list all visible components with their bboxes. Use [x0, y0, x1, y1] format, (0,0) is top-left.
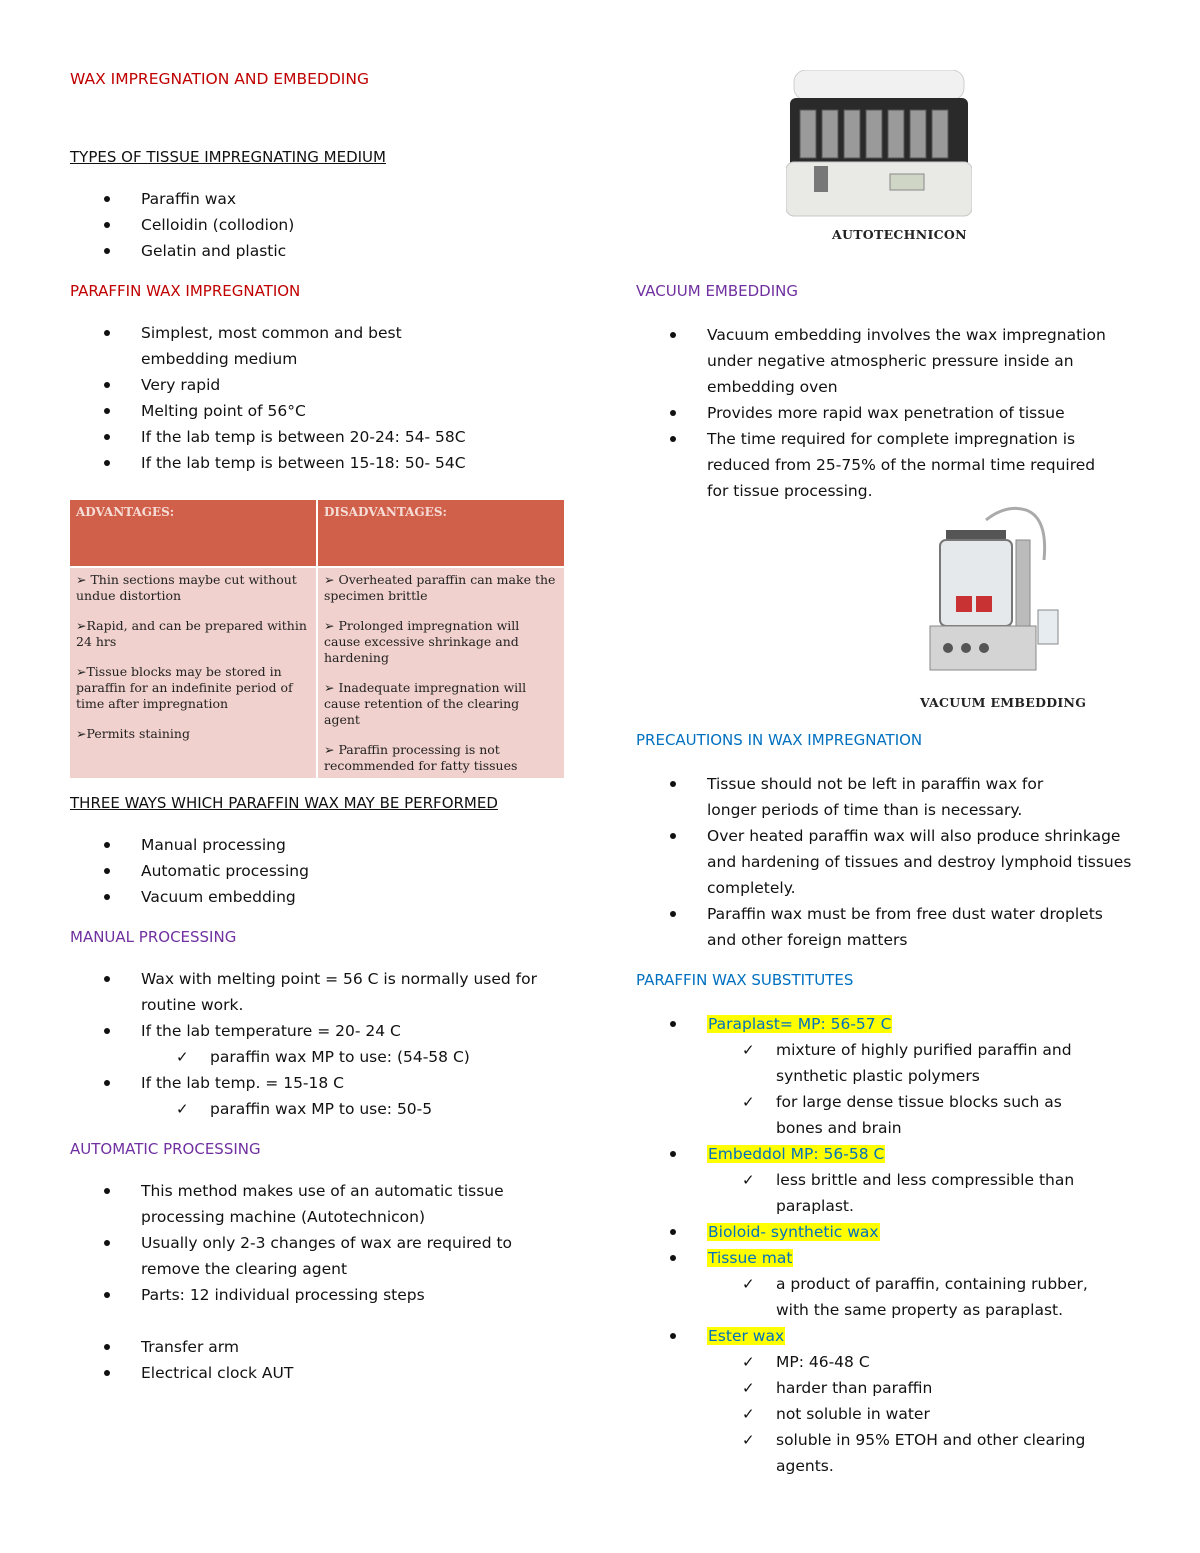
check-item: ✓ not soluble in water: [636, 1401, 1106, 1427]
disadvantages-header: DISADVANTAGES:: [317, 500, 564, 567]
list-item: Usually only 2-3 changes of wax are required to remove the clearing agent: [70, 1230, 540, 1282]
list-item: Tissue should not be left in paraffin wax for longer periods of time than is necessary.: [636, 771, 1136, 823]
disadvantages-cell: [317, 567, 564, 778]
list-item: Paraffin wax must be from free dust water droplets and other foreign matters: [636, 901, 1136, 953]
precautions-list: [636, 771, 1136, 953]
left-column-lower: [70, 790, 570, 1386]
manual-heading: MANUAL PROCESSING: [70, 928, 237, 946]
list-item: [636, 1141, 1146, 1167]
disadvantage-item: ➢ Paraffin processing is not recommended for fatty tissues: [324, 742, 518, 773]
substitutes-heading: PARAFFIN WAX SUBSTITUTES: [636, 971, 854, 989]
list-item: If the lab temp is between 15-18: 50- 54C: [70, 450, 520, 476]
bioloid-label: Bioloid- synthetic wax: [708, 1223, 879, 1241]
paraplast-sublist: [636, 1037, 1106, 1141]
list-item: Parts: 12 individual processing steps: [70, 1282, 540, 1308]
manual-list: [70, 966, 555, 1044]
disadvantage-item: ➢ Inadequate impregnation will cause retention of the clearing agent: [324, 680, 527, 727]
list-item: Simplest, most common and best embedding medium: [70, 320, 520, 372]
manual-sublist: [70, 1044, 570, 1070]
substitutes-list: [636, 1011, 1146, 1037]
right-column: [636, 278, 1146, 504]
types-list: [70, 186, 570, 264]
list-item: This method makes use of an automatic tissue processing machine (Autotechnicon): [70, 1178, 540, 1230]
check-item: ✓ paraffin wax MP to use: 50-5: [70, 1096, 570, 1122]
advantage-item: ➢Rapid, and can be prepared within 24 hrs: [76, 618, 307, 649]
list-item: Provides more rapid wax penetration of tissue: [636, 400, 1126, 426]
check-item: ✓ soluble in 95% ETOH and other clearing agents.: [636, 1427, 1106, 1479]
right-column-lower: [636, 727, 1146, 1479]
automatic-list-2: [70, 1334, 570, 1386]
tissuemat-label: Tissue mat: [708, 1249, 793, 1267]
ester-label: Ester wax: [708, 1327, 785, 1345]
list-item: Wax with melting point = 56 C is normally used for routine work.: [70, 966, 555, 1018]
vacuum-heading: VACUUM EMBEDDING: [636, 282, 798, 300]
list-item: [636, 1011, 1146, 1037]
manual-list-2: [70, 1070, 570, 1096]
advantages-cell: [70, 567, 317, 778]
vacuum-list: [636, 322, 1126, 504]
vacuum-embedding-caption: VACUUM EMBEDDING: [920, 695, 1087, 710]
substitutes-list-3: [636, 1219, 1146, 1271]
advantage-item: ➢Permits staining: [76, 726, 190, 741]
advantage-item: ➢ Thin sections maybe cut without undue distortion: [76, 572, 297, 603]
disadvantage-item: ➢ Overheated paraffin can make the specimen brittle: [324, 572, 556, 603]
substitutes-list-2: [636, 1141, 1146, 1167]
list-item: Over heated paraffin wax will also produce shrinkage and hardening of tissues and destroy lymphoid tissues completely.: [636, 823, 1136, 901]
list-item: Transfer arm: [70, 1334, 570, 1360]
list-item: Very rapid: [70, 372, 520, 398]
autotechnicon-caption: AUTOTECHNICON: [832, 227, 967, 242]
paraffin-list: [70, 320, 520, 476]
list-item: If the lab temp. = 15-18 C: [70, 1070, 570, 1096]
three-ways-heading: THREE WAYS WHICH PARAFFIN WAX MAY BE PERFORMED: [70, 794, 498, 812]
list-item: Paraffin wax: [70, 186, 570, 212]
ester-sublist: [636, 1349, 1106, 1479]
paraplast-label: Paraplast= MP: 56-57 C: [708, 1015, 892, 1033]
check-item: ✓ less brittle and less compressible than paraplast.: [636, 1167, 1086, 1219]
vacuum-embedding-image: [926, 500, 1066, 680]
list-item: [636, 1323, 1146, 1349]
automatic-list: [70, 1178, 540, 1308]
embeddol-sublist: [636, 1167, 1086, 1219]
list-item: Automatic processing: [70, 858, 570, 884]
check-item: ✓ harder than paraffin: [636, 1375, 1106, 1401]
tissuemat-sublist: [636, 1271, 1106, 1323]
substitutes-list-4: [636, 1323, 1146, 1349]
check-item: ✓ a product of paraffin, containing rubber, with the same property as paraplast.: [636, 1271, 1106, 1323]
check-item: ✓ for large dense tissue blocks such as bones and brain: [636, 1089, 1106, 1141]
manual-sublist-2: [70, 1096, 570, 1122]
page-title: WAX IMPREGNATION AND EMBEDDING: [70, 70, 369, 88]
check-item: ✓ mixture of highly purified paraffin and synthetic plastic polymers: [636, 1037, 1106, 1089]
list-item: Vacuum embedding involves the wax impregnation under negative atmospheric pressure inside an embedding oven: [636, 322, 1126, 400]
embeddol-label: Embeddol MP: 56-58 C: [708, 1145, 885, 1163]
automatic-heading: AUTOMATIC PROCESSING: [70, 1140, 261, 1158]
left-column: [70, 66, 570, 476]
three-ways-list: [70, 832, 570, 910]
list-item: Vacuum embedding: [70, 884, 570, 910]
disadvantage-item: ➢ Prolonged impregnation will cause excessive shrinkage and hardening: [324, 618, 520, 665]
list-item: Celloidin (collodion): [70, 212, 570, 238]
list-item: Melting point of 56°C: [70, 398, 520, 424]
check-item: ✓ paraffin wax MP to use: (54-58 C): [70, 1044, 570, 1070]
list-item: Electrical clock AUT: [70, 1360, 570, 1386]
list-item: The time required for complete impregnation is reduced from 25-75% of the normal time required for tissue processing.: [636, 426, 1126, 504]
advantages-table: [70, 500, 564, 778]
list-item: [636, 1219, 1146, 1245]
list-item: If the lab temp is between 20-24: 54- 58C: [70, 424, 520, 450]
list-item: If the lab temperature = 20- 24 C: [70, 1018, 555, 1044]
advantages-header: ADVANTAGES:: [70, 500, 317, 567]
advantage-item: ➢Tissue blocks may be stored in paraffin for an indefinite period of time after impregnation: [76, 664, 293, 711]
list-item: Gelatin and plastic: [70, 238, 570, 264]
paraffin-heading: PARAFFIN WAX IMPREGNATION: [70, 282, 301, 300]
list-item: [636, 1245, 1146, 1271]
types-heading: TYPES OF TISSUE IMPREGNATING MEDIUM: [70, 148, 386, 166]
check-item: ✓ MP: 46-48 C: [636, 1349, 1106, 1375]
autotechnicon-image: [786, 70, 972, 220]
precautions-heading: PRECAUTIONS IN WAX IMPREGNATION: [636, 731, 923, 749]
list-item: Manual processing: [70, 832, 570, 858]
